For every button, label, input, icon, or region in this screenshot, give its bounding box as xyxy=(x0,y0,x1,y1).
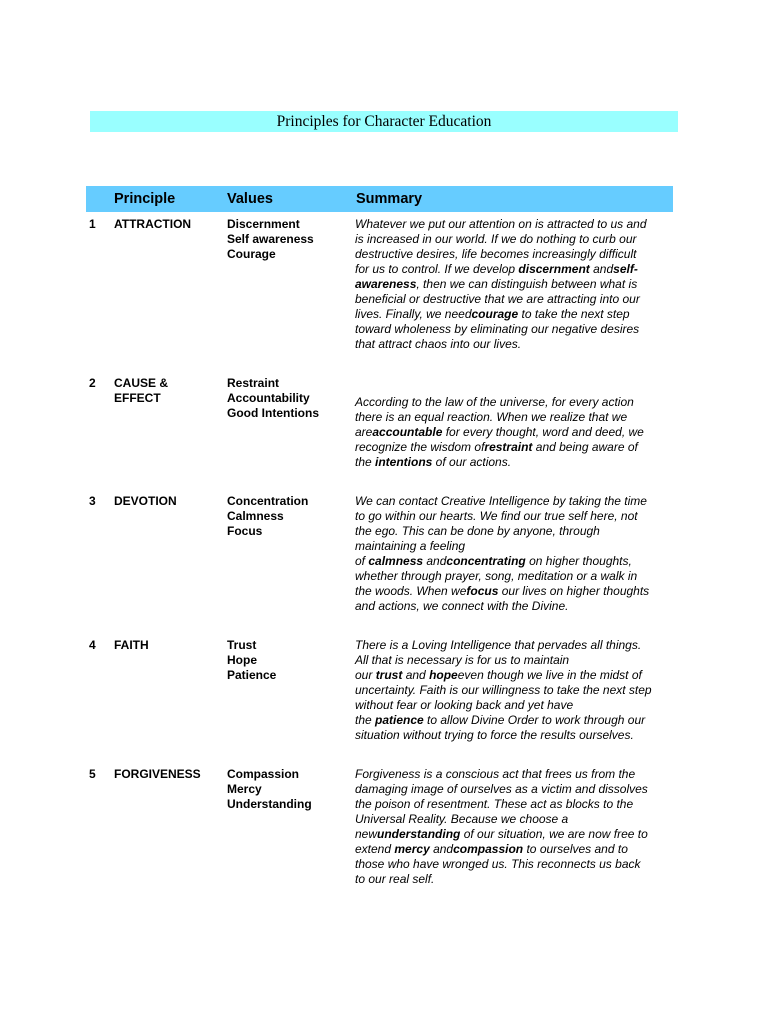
row-number: 2 xyxy=(89,376,96,390)
summary-run: to take the next step xyxy=(518,307,630,321)
summary-line xyxy=(355,247,667,262)
summary-line xyxy=(355,337,667,352)
summary-run: beneficial or destructive that we are attracting into our xyxy=(355,292,640,306)
summary-line xyxy=(355,599,667,614)
summary-line xyxy=(355,782,667,797)
summary-line xyxy=(355,494,667,509)
summary-run: destructive desires, life becomes increasingly difficult xyxy=(355,247,637,261)
summary-line xyxy=(355,668,667,683)
summary-line xyxy=(355,232,667,247)
summary-run: is increased in our world. If we do nothing to curb our xyxy=(355,232,637,246)
value-item: Discernment xyxy=(227,217,300,231)
summary-keyword: understanding xyxy=(377,827,461,841)
summary-run: our lives on higher thoughts xyxy=(498,584,650,598)
summary-keyword: patience xyxy=(375,713,424,727)
summary-line xyxy=(355,827,667,842)
summary-run: the poison of resentment. These act as blocks to the xyxy=(355,797,634,811)
summary-line xyxy=(355,797,667,812)
summary-run: the ego. This can be done by anyone, through xyxy=(355,524,600,538)
summary-line xyxy=(355,554,667,569)
principle-name xyxy=(114,376,168,406)
summary-keyword: hope xyxy=(429,668,458,682)
summary-run: there is an equal reaction. When we realize that we xyxy=(355,410,628,424)
principle-name xyxy=(114,767,201,782)
summary-run: without fear or looking back and yet have xyxy=(355,698,574,712)
value-item: Understanding xyxy=(227,797,312,811)
summary-keyword: compassion xyxy=(453,842,524,856)
principle-name-line: CAUSE & xyxy=(114,376,169,390)
summary-line xyxy=(355,842,667,857)
summary-text xyxy=(355,767,667,887)
values-list xyxy=(227,767,312,812)
summary-keyword: discernment xyxy=(518,262,590,276)
summary-run: of our situation, we are now free to xyxy=(460,827,648,841)
summary-line xyxy=(355,698,667,713)
summary-text xyxy=(355,217,667,352)
summary-line xyxy=(355,569,667,584)
header-summary: Summary xyxy=(356,191,423,207)
summary-run: of xyxy=(355,554,369,568)
summary-run: and xyxy=(429,842,454,856)
value-item: Good Intentions xyxy=(227,406,319,420)
summary-line xyxy=(355,638,667,653)
summary-run: damaging image of ourselves as a victim and dissolves xyxy=(355,782,648,796)
value-item: Self awareness xyxy=(227,232,314,246)
value-item: Mercy xyxy=(227,782,262,796)
summary-line xyxy=(355,455,667,470)
summary-line xyxy=(355,713,667,728)
value-item: Compassion xyxy=(227,767,300,781)
summary-run: to go within our hearts. We find our true self here, not xyxy=(355,509,638,523)
summary-line xyxy=(355,262,667,277)
values-list xyxy=(227,217,314,262)
row-number: 3 xyxy=(89,494,96,508)
value-item: Courage xyxy=(227,247,276,261)
summary-text xyxy=(355,494,667,614)
page-title: Principles for Character Education xyxy=(90,111,678,132)
summary-line xyxy=(355,872,667,887)
summary-run: We can contact Creative Intelligence by taking the time xyxy=(355,494,647,508)
principle-name xyxy=(114,217,191,232)
summary-run: the xyxy=(355,455,376,469)
summary-line xyxy=(355,410,667,425)
principle-name xyxy=(114,494,177,509)
summary-run: and actions, we connect with the Divine. xyxy=(355,599,569,613)
summary-line xyxy=(355,277,667,292)
summary-run: to ourselves and to xyxy=(523,842,628,856)
summary-run: Whatever we put our attention on is attracted to us and xyxy=(355,217,647,231)
summary-run: whether through prayer, song, meditation or a walk in xyxy=(355,569,638,583)
values-list xyxy=(227,638,276,683)
summary-run: to our real self. xyxy=(355,872,435,886)
values-list xyxy=(227,494,308,539)
value-item: Hope xyxy=(227,653,257,667)
summary-run: Universal Reality. Because we choose a xyxy=(355,812,569,826)
header-values: Values xyxy=(227,191,273,207)
summary-line xyxy=(355,584,667,599)
summary-run: and xyxy=(423,554,447,568)
summary-keyword: self- xyxy=(613,262,638,276)
summary-run: the xyxy=(355,713,376,727)
value-item: Concentration xyxy=(227,494,309,508)
summary-line xyxy=(355,509,667,524)
summary-run: Forgiveness is a conscious act that frees us from the xyxy=(355,767,636,781)
summary-run: maintaining a feeling xyxy=(355,539,466,553)
value-item: Calmness xyxy=(227,509,284,523)
header-principle: Principle xyxy=(114,191,176,207)
summary-run: All that is necessary is for us to maintain xyxy=(355,653,570,667)
principle-name-line: FAITH xyxy=(114,638,149,652)
principle-name-line: EFFECT xyxy=(114,391,161,405)
row-number: 1 xyxy=(89,217,96,231)
summary-run: for us to control. If we develop xyxy=(355,262,519,276)
summary-line xyxy=(355,440,667,455)
summary-run: situation without trying to force the results ourselves. xyxy=(355,728,634,742)
summary-line xyxy=(355,425,667,440)
value-item: Focus xyxy=(227,524,263,538)
summary-line xyxy=(355,653,667,668)
summary-run: uncertainty. Faith is our willingness to take the next step xyxy=(355,683,652,697)
table-header xyxy=(86,186,673,212)
summary-line xyxy=(355,539,667,554)
summary-run: are xyxy=(355,425,373,439)
summary-keyword: courage xyxy=(471,307,519,321)
summary-run: on higher thoughts, xyxy=(525,554,632,568)
summary-line xyxy=(355,217,667,232)
summary-run: There is a Loving Intelligence that pervades all things. xyxy=(355,638,642,652)
summary-keyword: awareness xyxy=(355,277,417,291)
summary-line xyxy=(355,292,667,307)
summary-run: our xyxy=(355,668,376,682)
summary-line xyxy=(355,683,667,698)
summary-text xyxy=(355,638,667,743)
summary-run: extend xyxy=(355,842,395,856)
summary-line xyxy=(355,728,667,743)
principle-name xyxy=(114,638,149,653)
summary-run: toward wholeness by eliminating our negative desires xyxy=(355,322,640,336)
summary-run: recognize the wisdom of xyxy=(355,440,485,454)
principle-name-line: FORGIVENESS xyxy=(114,767,201,781)
summary-run: those who have wronged us. This reconnects us back xyxy=(355,857,641,871)
summary-keyword: mercy xyxy=(394,842,430,856)
summary-run: and xyxy=(589,262,614,276)
summary-run: and xyxy=(402,668,430,682)
summary-line xyxy=(355,524,667,539)
summary-run: and being aware of xyxy=(532,440,638,454)
summary-run: new xyxy=(355,827,378,841)
summary-line xyxy=(355,322,667,337)
summary-run: lives. Finally, we need xyxy=(355,307,472,321)
summary-keyword: trust xyxy=(375,668,403,682)
summary-run: of our actions. xyxy=(432,455,512,469)
row-number: 4 xyxy=(89,638,96,652)
value-item: Restraint xyxy=(227,376,280,390)
summary-keyword: restraint xyxy=(484,440,533,454)
summary-keyword: concentrating xyxy=(446,554,526,568)
summary-run: even though we live in the midst of xyxy=(457,668,642,682)
summary-keyword: focus xyxy=(466,584,499,598)
summary-run: for every thought, word and deed, we xyxy=(442,425,644,439)
value-item: Patience xyxy=(227,668,277,682)
principle-name-line: DEVOTION xyxy=(114,494,177,508)
summary-run: According to the law of the universe, for every action xyxy=(355,395,634,409)
value-item: Trust xyxy=(227,638,257,652)
summary-run: that attract chaos into our lives. xyxy=(355,337,522,351)
principle-name-line: ATTRACTION xyxy=(114,217,192,231)
summary-run: the woods. When we xyxy=(355,584,467,598)
summary-run: to allow Divine Order to work through our xyxy=(423,713,646,727)
summary-line xyxy=(355,395,667,410)
summary-keyword: calmness xyxy=(368,554,424,568)
summary-keyword: accountable xyxy=(372,425,443,439)
summary-line xyxy=(355,307,667,322)
summary-line xyxy=(355,812,667,827)
summary-line xyxy=(355,857,667,872)
summary-run: , then we can distinguish between what is xyxy=(416,277,638,291)
summary-text xyxy=(355,395,667,470)
summary-line xyxy=(355,767,667,782)
row-number: 5 xyxy=(89,767,96,781)
summary-keyword: intentions xyxy=(375,455,433,469)
value-item: Accountability xyxy=(227,391,310,405)
values-list xyxy=(227,376,319,421)
